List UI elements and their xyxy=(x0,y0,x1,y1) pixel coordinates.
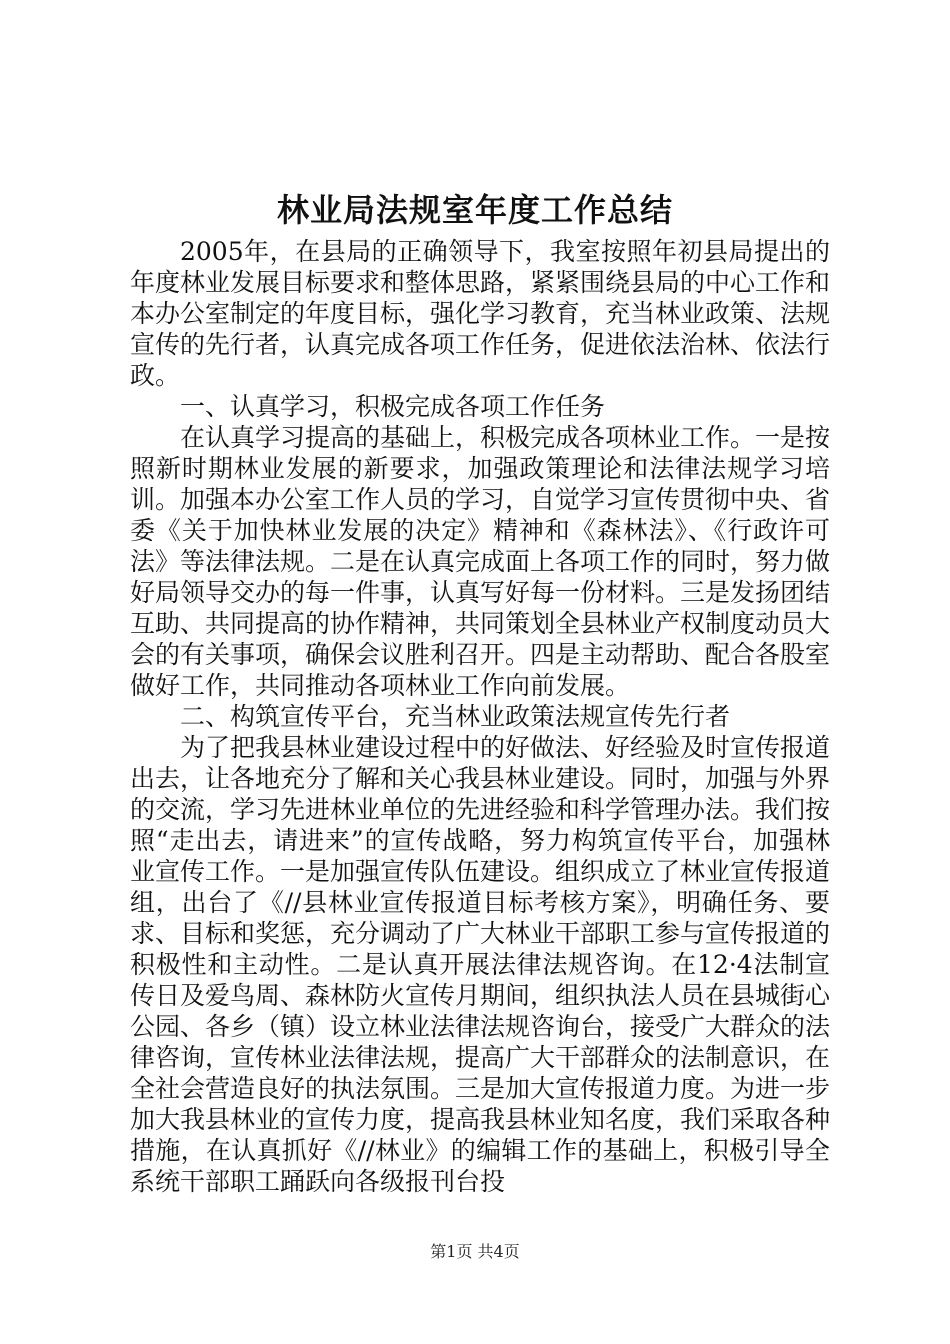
section-heading-2: 二、构筑宣传平台，充当林业政策法规宣传先行者 xyxy=(180,702,731,731)
intro-paragraph: 2005年，在县局的正确领导下，我室按照年初县局提出的年度林业发展目标要求和整体思路，紧紧围绕县局的中心工作和本办公室制定的年度目标，强化学习教育，充当林业政策、法规宣传的先行者，认真完成各项工作任务，促进依法治林、依法行政。 xyxy=(130,237,831,390)
section-1-paragraph: 在认真学习提高的基础上，积极完成各项林业工作。一是按照新时期林业发展的新要求，加强政策理论和法律法规学习培训。加强本办公室工作人员的学习，自觉学习宣传贯彻中央、省委《关于加快林业发展的决定》精神和《森林法》、《行政许可法》等法律法规。二是在认真完成面上各项工作的同时，努力做好局领导交办的每一件事，认真写好每一份材料。三是发扬团结互助、共同提高的协作精神，共同策划全县林业产权制度动员大会的有关事项，确保会议胜利召开。四是主动帮助、配合各股室做好工作，共同推动各项林业工作向前发展。 xyxy=(130,423,831,700)
page-number-footer: 第1页 共4页 xyxy=(430,1242,520,1261)
document-title: 林业局法规室年度工作总结 xyxy=(276,191,673,229)
section-heading-1: 一、认真学习，积极完成各项工作任务 xyxy=(180,392,606,421)
section-2-paragraph: 为了把我县林业建设过程中的好做法、好经验及时宣传报道出去，让各地充分了解和关心我县林业建设。同时，加强与外界的交流，学习先进林业单位的先进经验和科学管理办法。我们按照“走出去，请进来”的宣传战略，努力构筑宣传平台，加强林业宣传工作。一是加强宣传队伍建设。组织成立了林业宣传报道组，出台了《//县林业宣传报道目标考核方案》，明确任务、要求、目标和奖惩，充分调动了广大林业干部职工参与宣传报道的积极性和主动性。二是认真开展法律法规咨询。在12·4法制宣传日及爱鸟周、森林防火宣传月期间，组织执法人员在县城街心公园、各乡（镇）设立林业法律法规咨询台，接受广大群众的法律咨询，宣传林业法律法规，提高广大干部群众的法制意识，在全社会营造良好的执法氛围。三是加大宣传报道力度。为进一步加大我县林业的宣传力度，提高我县林业知名度，我们采取各种措施，在认真抓好《//林业》的编辑工作的基础上，积极引导全系统干部职工踊跃向各级报刊台投 xyxy=(130,733,831,1196)
document-body xyxy=(130,236,830,1197)
